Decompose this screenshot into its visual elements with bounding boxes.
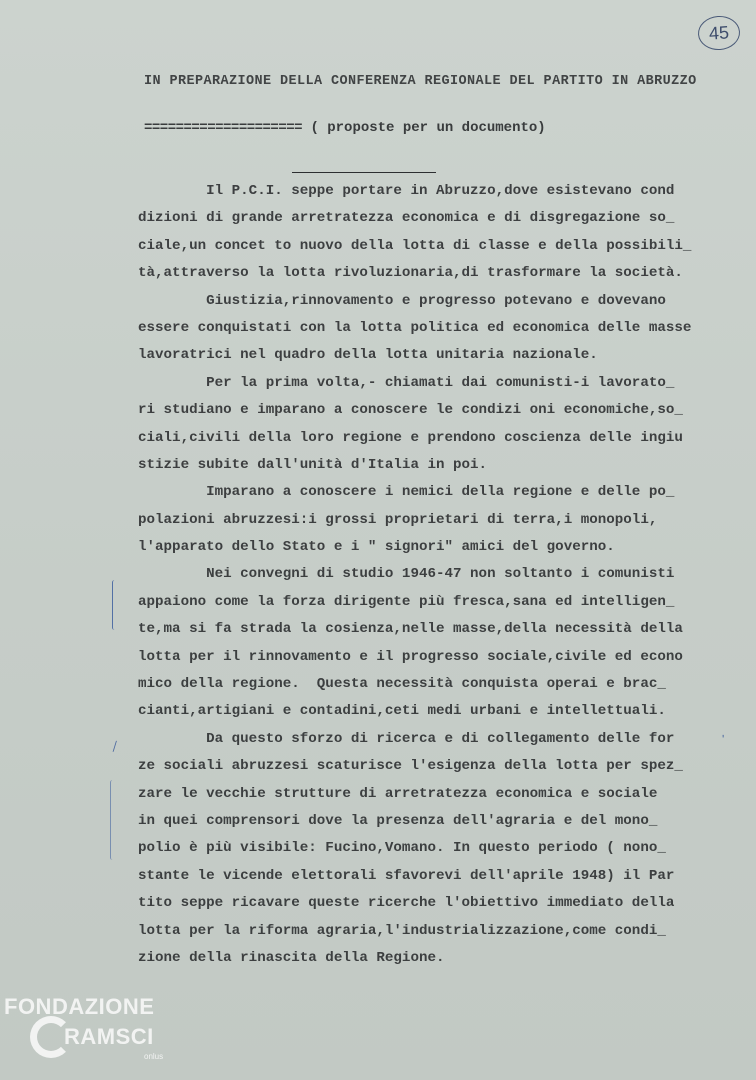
body-line: lotta per la riforma agraria,l'industrializzazione,come condi_ (138, 922, 666, 939)
fondazione-gramsci-watermark (4, 994, 194, 1074)
document-heading: IN PREPARAZIONE DELLA CONFERENZA REGIONALE DEL PARTITO IN ABRUZZO (144, 74, 697, 89)
body-line: tito seppe ricavare queste ricerche l'obiettivo immediato della (138, 895, 675, 912)
document-subheading (144, 120, 546, 136)
body-line: in quei comprensori dove la presenza dell'agraria e del mono_ (138, 812, 658, 829)
body-line: ri studiano e imparano a conoscere le condizi oni economiche,so_ (138, 402, 683, 419)
body-line: ciali,civili della loro regione e prendono coscienza delle ingiu (138, 429, 683, 446)
body-line: Imparano a conoscere i nemici della regione e delle po_ (138, 484, 675, 501)
watermark-line1: FONDAZIONE (4, 994, 155, 1019)
body-line: Giustizia,rinnovamento e progresso potevano e dovevano (138, 292, 666, 309)
body-line: zione della rinascita della Regione. (138, 949, 445, 966)
watermark-line2: RAMSCI (64, 1024, 154, 1049)
body-line: polazioni abruzzesi:i grossi proprietari di terra,i monopoli, (138, 511, 658, 528)
body-line: lavoratrici nel quadro della lotta unitaria nazionale. (138, 347, 598, 364)
margin-pen-mark (110, 780, 115, 860)
body-line: ciale,un concet to nuovo della lotta di classe e della possibili_ (138, 237, 692, 254)
page-number-stamp: 45 (697, 15, 741, 52)
body-line: Il P.C.I. seppe portare in Abruzzo,dove esistevano cond (138, 183, 675, 199)
body-line: lotta per il rinnovamento e il progresso sociale,civile ed econo (138, 648, 683, 665)
body-line: polio è più visibile: Fucino,Vomano. In questo periodo ( nono_ (138, 840, 666, 857)
body-line: Da questo sforzo di ricerca e di collegamento delle for (138, 730, 675, 747)
margin-pen-tick: ⁄ (111, 737, 119, 755)
body-line: essere conquistati con la lotta politica ed economica delle masse (138, 319, 692, 336)
body-line: zare le vecchie strutture di arretratezza economica e sociale (138, 785, 658, 802)
body-line: cianti,artigiani e contadini,ceti medi urbani e intellettuali. (138, 703, 666, 720)
document-body (138, 178, 748, 972)
body-line: appaiono come la forza dirigente più fresca,sana ed intelligen_ (138, 593, 675, 610)
body-line: Per la prima volta,- chiamati dai comunisti-i lavorato_ (138, 374, 675, 391)
section-divider (292, 172, 436, 173)
body-line: ze sociali abruzzesi scaturisce l'esigenza della lotta per spez_ (138, 758, 683, 775)
body-line: l'apparato dello Stato e i " signori" amici del governo. (138, 539, 615, 556)
body-line: dizioni di grande arretratezza economica e di disgregazione so_ (138, 210, 675, 227)
margin-pen-tick: ʹ (722, 732, 725, 746)
watermark-sub: onlus (144, 1052, 164, 1061)
margin-pen-mark (112, 580, 117, 630)
subheading-rule: ==================== (144, 120, 303, 136)
body-line: mico della regione. Questa necessità conquista operai e brac_ (138, 676, 666, 693)
body-line: te,ma si fa strada la cosienza,nelle masse,della necessità della (138, 621, 683, 638)
body-line: tà,attraverso la lotta rivoluzionaria,di trasformare la società. (138, 265, 683, 282)
subheading-text: ( proposte per un documento) (310, 120, 546, 136)
body-line: stizie subite dall'unità d'Italia in poi. (138, 456, 488, 473)
body-line: Nei convegni di studio 1946-47 non soltanto i comunisti (138, 566, 675, 583)
body-line: stante le vicende elettorali sfavorevi dell'aprile 1948) il Par (138, 867, 675, 884)
